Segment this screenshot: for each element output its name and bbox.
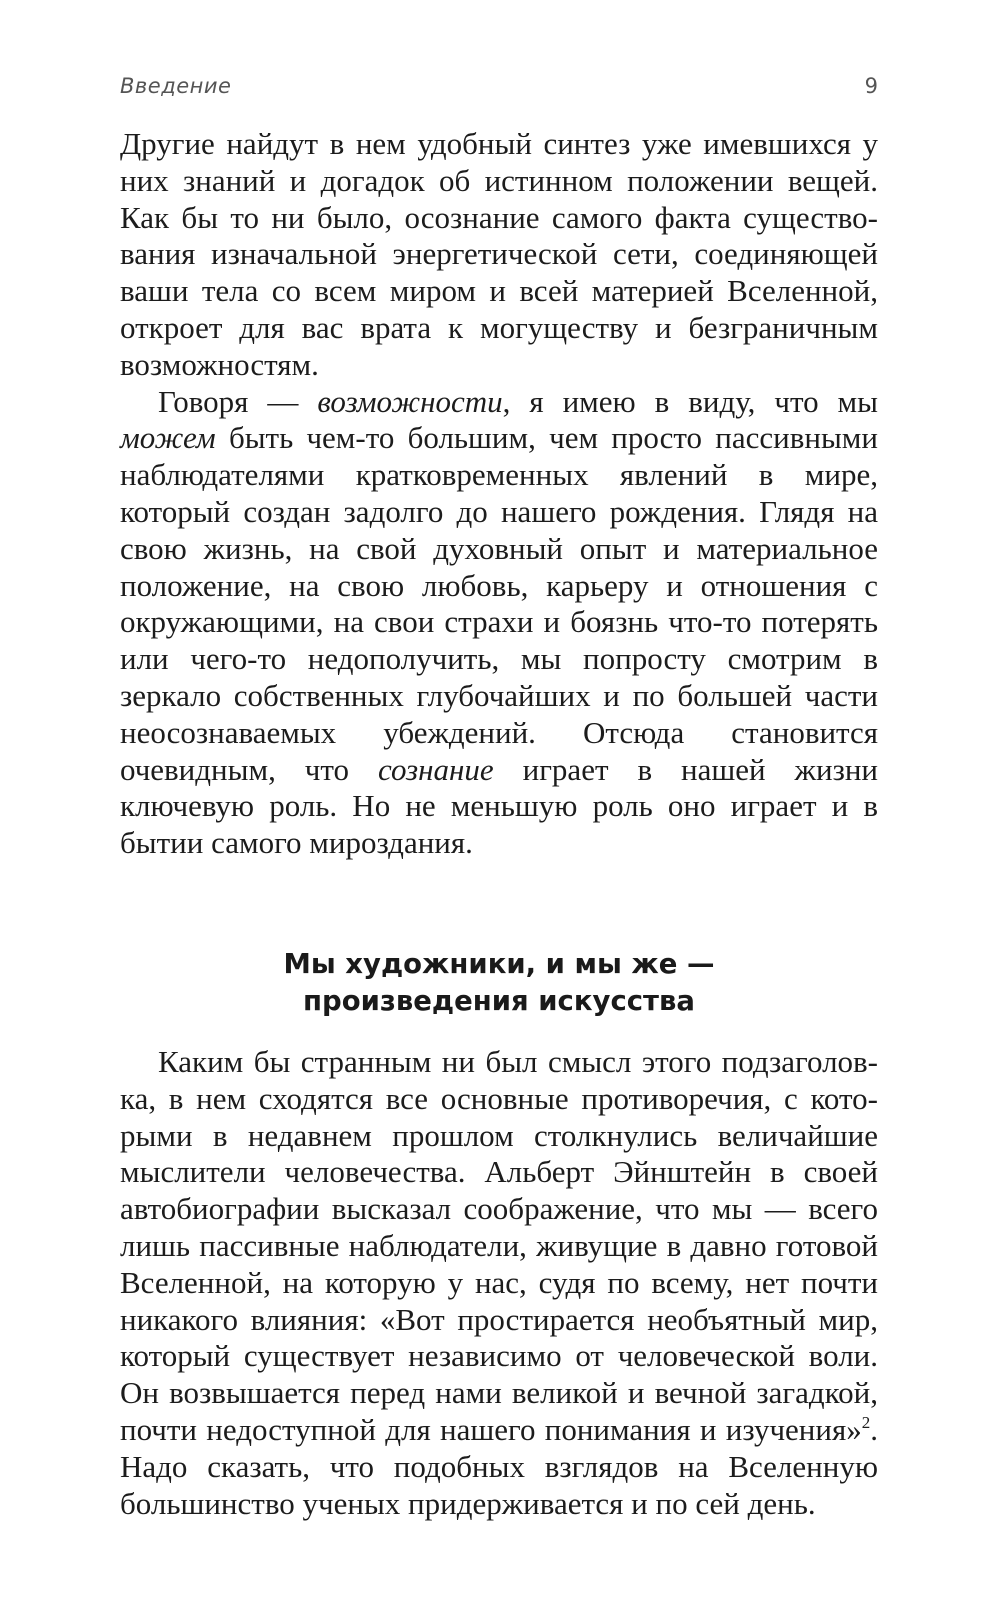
section-heading-line: Мы художники, и мы же — <box>283 947 715 980</box>
footnote-reference: 2 <box>861 1412 871 1432</box>
paragraph-text: Говоря — <box>158 383 318 419</box>
paragraph-text: быть чем-то большим, чем просто пассивными наблюдателями кратковременных явлений в мире, который создан задолго до нашего рождения. Глядя на свою жизнь, на свой духовный опыт и материальное положение, на свою любовь, карьеру и отношения с окружающими, на свои страхи и боязнь что-то потерять или чего-то недополучить, мы попросту смотрим в зеркало собственных глубочайших и по большей части неосознаваемых убеждений. Отсюда становится очевидным, что <box>120 420 878 787</box>
emphasis-consciousness: сознание <box>377 751 494 787</box>
emphasis-can: можем <box>120 420 216 456</box>
body-text <box>120 126 878 1522</box>
paragraph-einstein <box>120 1044 878 1522</box>
paragraph-text: Каким бы странным ни был смысл этого подзаголовка, в нем сходятся все основные противоречия, с которыми в недавнем прошлом столкнулись величайшие мыслители человечества. Альберт Эйнштейн в своей автобиографии высказал соображение, что мы — всего лишь пассивные наблюдатели, живущие в давно готовой Вселенной, на которую у нас, судя по всему, нет почти никакого влияния: «Вот простирается необъятный мир, который существует независимо от человеческой воли. Он возвышается перед нами великой и вечной загадкой, почти недоступной для нашего понимания и изучения» <box>120 1043 878 1447</box>
running-header <box>120 74 878 104</box>
section-heading <box>120 946 878 1020</box>
paragraph-possibilities <box>120 384 878 862</box>
paragraph-text: играет в нашей жизни ключевую роль. Но не меньшую роль оно играет и в бытии самого мироздания. <box>120 751 878 861</box>
page-number: 9 <box>864 74 878 98</box>
section-heading-line: произведения искусства <box>303 984 695 1017</box>
paragraph-text: , я имею в виду, что мы <box>502 383 879 419</box>
emphasis-possibilities: возможности <box>317 383 503 419</box>
running-title: Введение <box>120 74 232 98</box>
paragraph-continuation: Другие найдут в нем удобный синтез уже имевшихся у них знаний и догадок об истинном положении вещей. Как бы то ни было, осознание самого факта существования изначальной энергетической сети, соединяющей ваши тела со всем миром и всей материей Вселенной, откроет для вас врата к могуществу и безграничным возможностям. <box>120 126 878 382</box>
paragraph-text: . Надо сказать, что подобных взглядов на Вселенную большинство ученых придерживается и по сей день. <box>120 1411 878 1521</box>
